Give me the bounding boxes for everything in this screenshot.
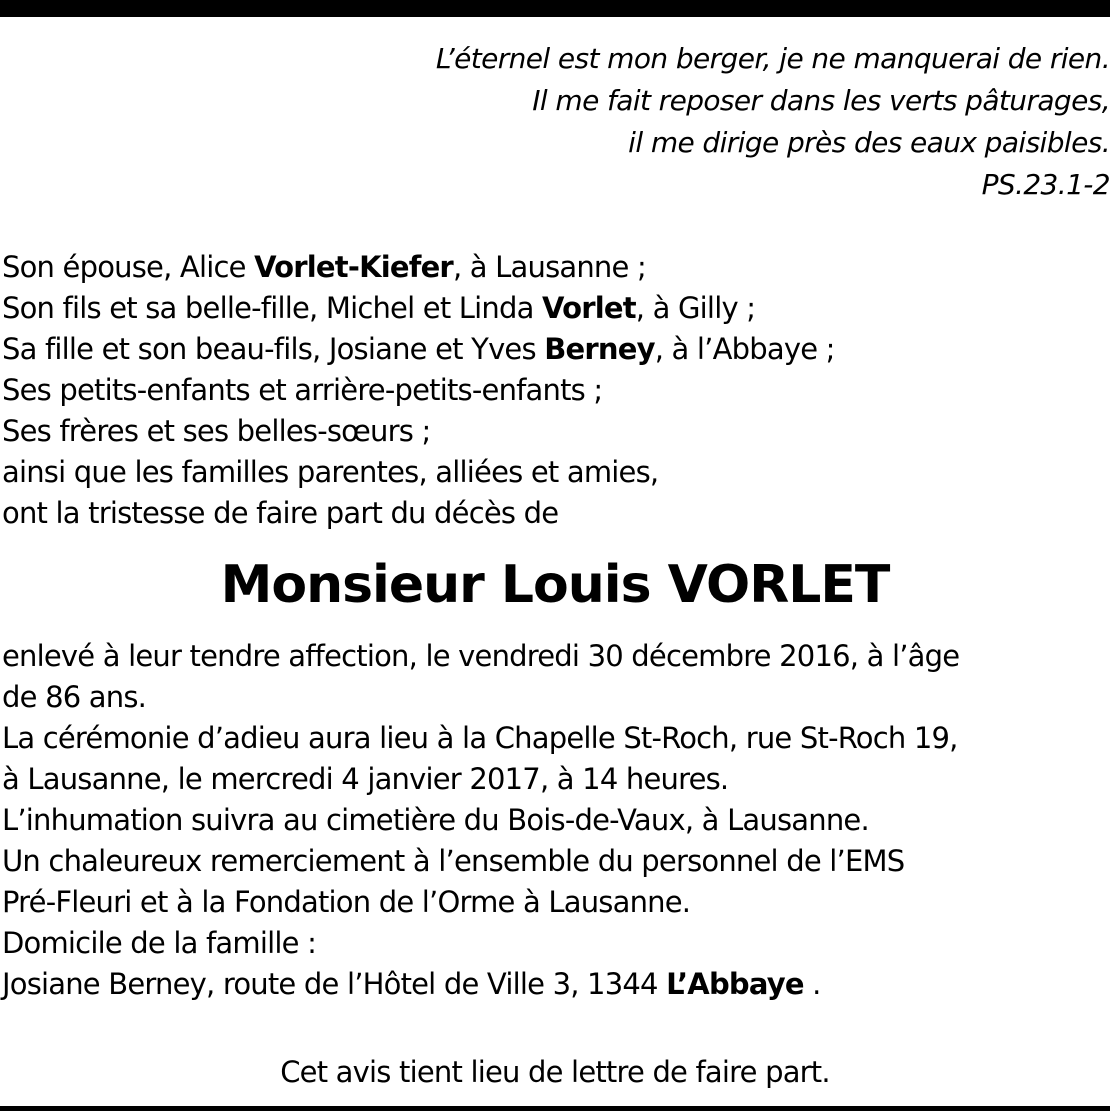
- mourner-line: [2, 247, 835, 288]
- detail-line: [2, 718, 959, 759]
- detail-text: Un chaleureux remerciement à l’ensemble du personnel de l’EMS: [2, 844, 905, 878]
- mourner-text: Son épouse, Alice: [2, 250, 255, 284]
- verse-line: Il me fait reposer dans les verts pâturages,: [532, 84, 1110, 117]
- mourner-text: Sa fille et son beau-fils, Josiane et Yves: [2, 332, 545, 366]
- address-locality: L’Abbaye: [666, 967, 804, 1001]
- family-address: [2, 964, 959, 1005]
- detail-text: La cérémonie d’adieu aura lieu à la Chapelle St-Roch, rue St-Roch 19,: [2, 721, 958, 755]
- detail-text: Pré-Fleuri et à la Fondation de l’Orme à Lausanne.: [2, 885, 691, 919]
- detail-line: [2, 800, 959, 841]
- verse-line: L’éternel est mon berger, je ne manquerai de rien.: [435, 42, 1110, 75]
- detail-text: à Lausanne, le mercredi 4 janvier 2017, à 14 heures.: [2, 762, 729, 796]
- detail-text: Domicile de la famille :: [2, 926, 317, 960]
- detail-line: [2, 677, 959, 718]
- detail-line: [2, 841, 959, 882]
- mourner-line: [2, 452, 835, 493]
- detail-text: L’inhumation suivra au cimetière du Bois-de-Vaux, à Lausanne.: [2, 803, 869, 837]
- funeral-details: [2, 636, 959, 1005]
- announcement-text: ont la tristesse de faire part du décès de: [2, 496, 559, 530]
- detail-text: enlevé à leur tendre affection, le vendredi 30 décembre 2016, à l’âge: [2, 639, 960, 673]
- mourner-surname: Vorlet-Kiefer: [254, 250, 453, 284]
- verse-line: il me dirige près des eaux paisibles.: [628, 126, 1110, 159]
- mourner-text: Ses frères et ses belles-sœurs ;: [2, 414, 431, 448]
- address-end: .: [803, 967, 821, 1001]
- mourner-text: ainsi que les familles parentes, alliées et amies,: [2, 455, 659, 489]
- mourner-text: Son fils et sa belle-fille, Michel et Linda: [2, 291, 543, 325]
- detail-line: [2, 759, 959, 800]
- top-rule: [0, 0, 1110, 17]
- detail-line: [2, 636, 959, 677]
- detail-text: de 86 ans.: [2, 680, 147, 714]
- mourner-line: [2, 329, 835, 370]
- detail-line: [2, 882, 959, 923]
- closing-note: Cet avis tient lieu de lettre de faire part.: [280, 1055, 830, 1089]
- mourner-line: [2, 411, 835, 452]
- mourner-place: , à Gilly ;: [635, 291, 756, 325]
- psalm-verse: [10, 38, 1110, 206]
- mourner-surname: Berney: [544, 332, 655, 366]
- bottom-rule: [0, 1106, 1110, 1111]
- mourner-line: [2, 370, 835, 411]
- family-address-label: [2, 923, 959, 964]
- mourners-list: [2, 247, 835, 534]
- announcement-line: [2, 493, 835, 534]
- mourner-place: , à l’Abbaye ;: [654, 332, 835, 366]
- mourner-place: , à Lausanne ;: [452, 250, 646, 284]
- mourner-text: Ses petits-enfants et arrière-petits-enfants ;: [2, 373, 603, 407]
- mourner-surname: Vorlet: [542, 291, 636, 325]
- address-text: Josiane Berney, route de l’Hôtel de Ville 3, 1344: [2, 967, 667, 1001]
- verse-reference: PS.23.1-2: [981, 168, 1110, 201]
- mourner-line: [2, 288, 835, 329]
- deceased-name: Monsieur Louis VORLET: [220, 555, 890, 615]
